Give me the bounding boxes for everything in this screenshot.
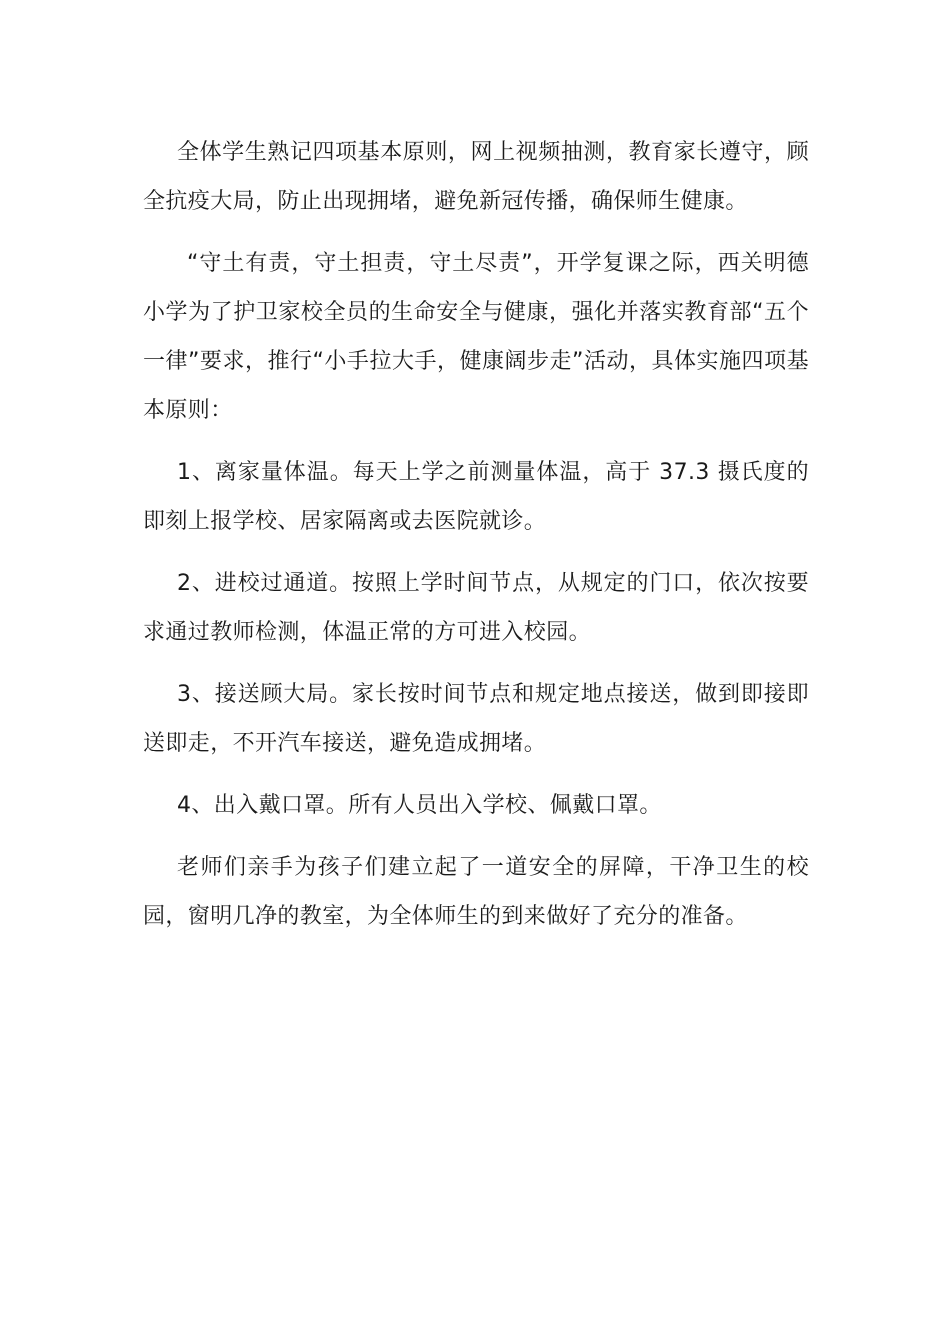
paragraph-intro: 全体学生熟记四项基本原则，网上视频抽测，教育家长遵守，顾全抗疫大局，防止出现拥堵，避免新冠传播，确保师生健康。 [143,140,809,214]
paragraph-slogan: “守土有责，守土担责，守土尽责”，开学复课之际，西关明德小学为了护卫家校全员的生命安全与健康，强化并落实教育部“五个一律”要求，推行“小手拉大手，健康阔步走”活动，具体实施四项基本原则： [143,251,809,423]
document-body [143,128,809,954]
paragraph-principle-2: 2、进校过通道。按照上学时间节点，从规定的门口，依次按要求通过教师检测，体温正常的方可进入校园。 [143,571,809,645]
paragraph-closing: 老师们亲手为孩子们建立起了一道安全的屏障，干净卫生的校园，窗明几净的教室，为全体师生的到来做好了充分的准备。 [143,855,809,929]
paragraph-principle-4: 4、出入戴口罩。所有人员出入学校、佩戴口罩。 [177,793,662,818]
paragraph-principle-3: 3、接送顾大局。家长按时间节点和规定地点接送，做到即接即送即走，不开汽车接送，避免造成拥堵。 [143,682,809,756]
paragraph-principle-1: 1、离家量体温。每天上学之前测量体温，高于 37.3 摄氏度的即刻上报学校、居家隔离或去医院就诊。 [143,460,809,534]
